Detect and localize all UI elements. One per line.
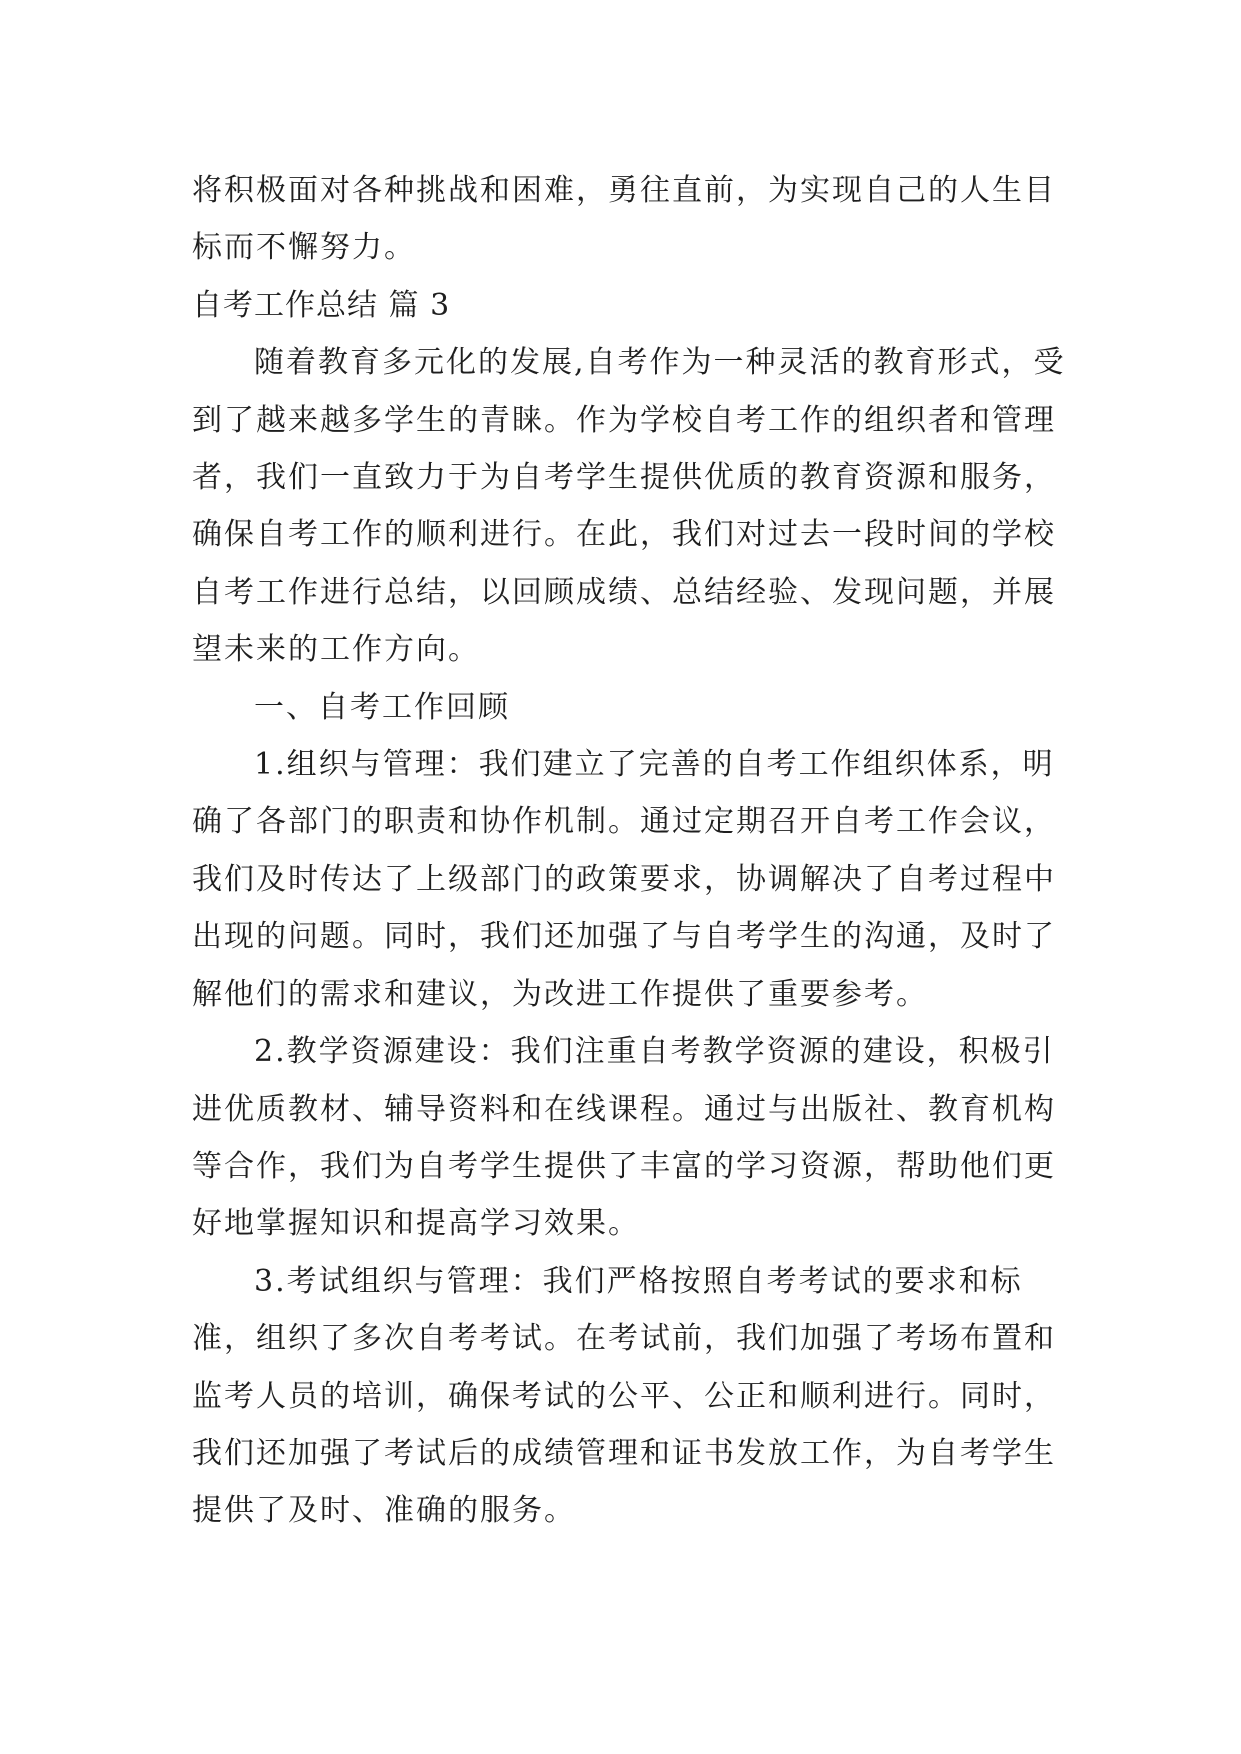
section-title: 自考工作总结 篇 3 [192,287,451,323]
paragraph-item-exams: 3.考试组织与管理：我们严格按照自考考试的要求和标准，组织了多次自考考试。在考试前，我们加强了考场布置和监考人员的培训，确保考试的公平、公正和顺利进行。同时，我们还加强了考试后的成绩管理和证书发放工作，为自考学生提供了及时、准确的服务。 [192,1263,1056,1529]
document-body [192,162,1072,1540]
paragraph-item-organization: 1.组织与管理：我们建立了完善的自考工作组织体系，明确了各部门的职责和协作机制。通过定期召开自考工作会议，我们及时传达了上级部门的政策要求，协调解决了自考过程中出现的问题。同时，我们还加强了与自考学生的沟通，及时了解他们的需求和建议，为改进工作提供了重要参考。 [192,747,1056,1012]
section-heading-review: 一、自考工作回顾 [254,689,510,725]
paragraph-continuation: 将积极面对各种挑战和困难，勇往直前，为实现自己的人生目标而不懈努力。 [192,173,1056,266]
paragraph-item-resources: 2.教学资源建设：我们注重自考教学资源的建设，积极引进优质教材、辅导资料和在线课程。通过与出版社、教育机构等合作，我们为自考学生提供了丰富的学习资源，帮助他们更好地掌握知识和提高学习效果。 [192,1034,1056,1242]
paragraph-intro: 随着教育多元化的发展,自考作为一种灵活的教育形式，受到了越来越多学生的青睐。作为学校自考工作的组织者和管理者，我们一直致力于为自考学生提供优质的教育资源和服务，确保自考工作的顺利进行。在此，我们对过去一段时间的学校自考工作进行总结，以回顾成绩、总结经验、发现问题，并展望未来的工作方向。 [192,345,1066,668]
